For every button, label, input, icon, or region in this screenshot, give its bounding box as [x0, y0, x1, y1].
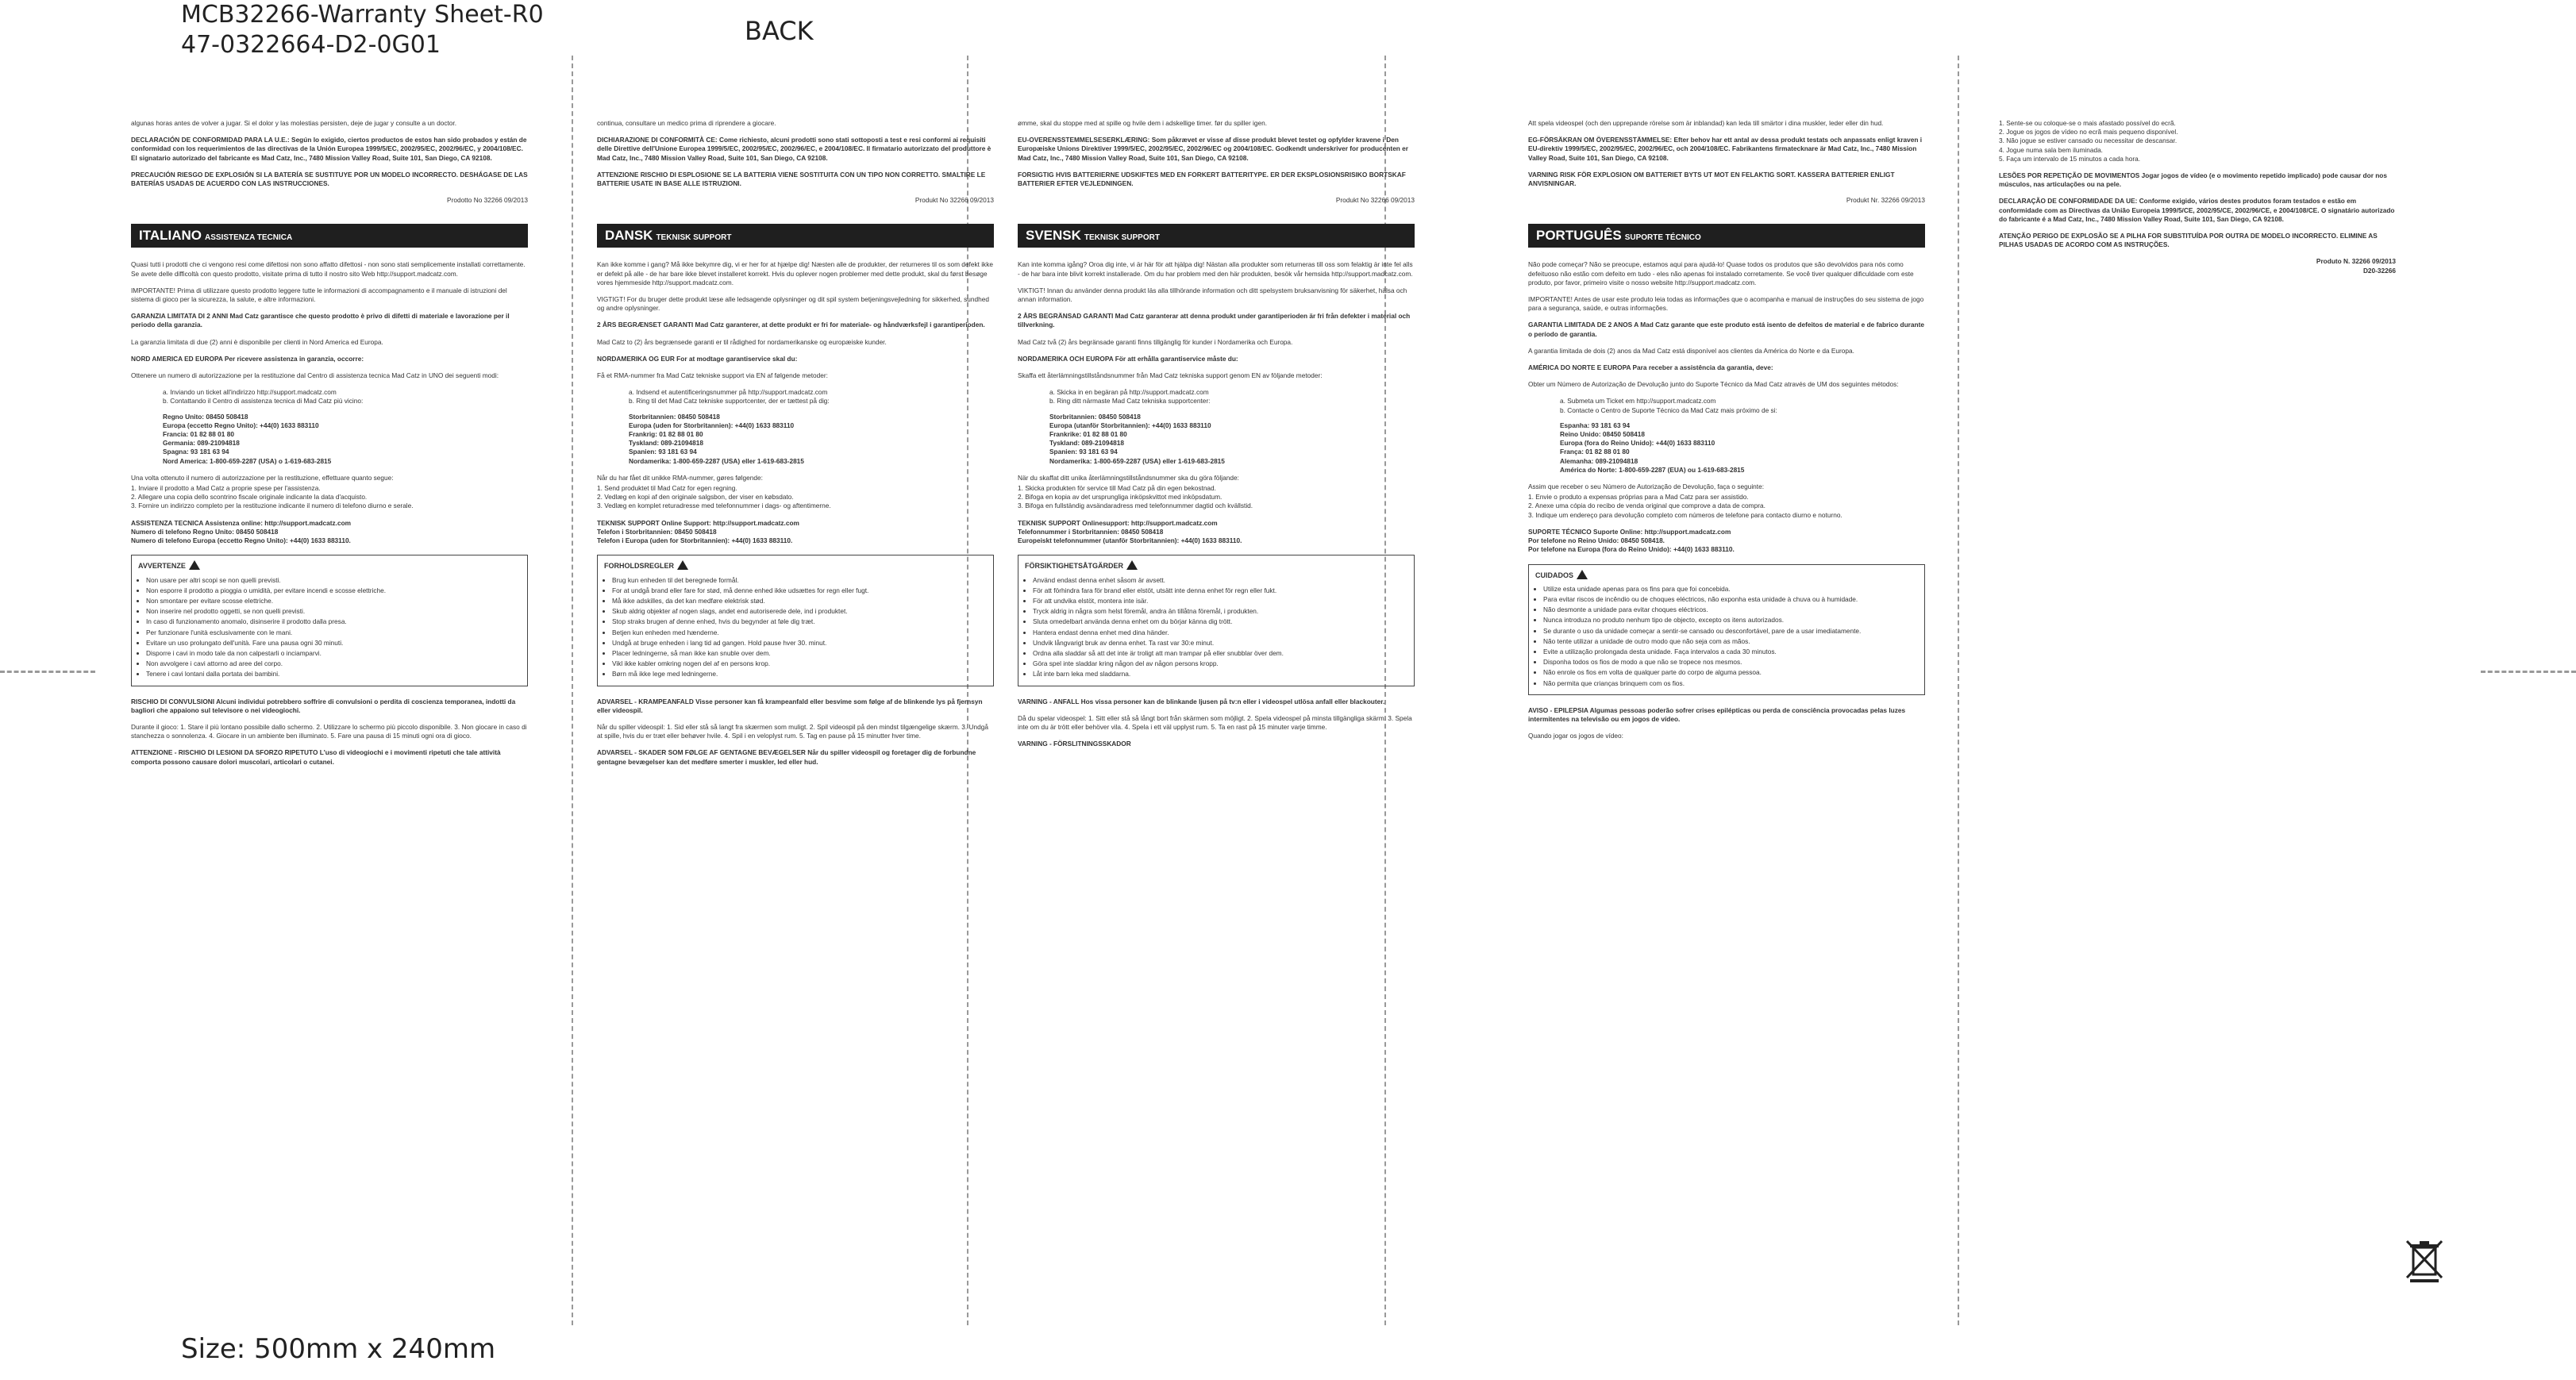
warning-title: FÖRSIKTIGHETSÅTGÄRDER: [1025, 562, 1124, 571]
warning-item: • Non esporre il prodotto a pioggia o umidità, per evitare incendi e scosse elettriche.: [146, 586, 521, 595]
column-portugues-cont: [1999, 119, 2396, 1309]
warning-item: • Não desmonte a unidade para evitar choques eléctricos.: [1543, 605, 1918, 614]
warning-item: • För att undvika elstöt, montera inte isär.: [1033, 597, 1407, 605]
warning-icon: [1577, 570, 1588, 579]
warning-item: • För att förhindra fara för brand eller elstöt, utsätt inte denna enhet för regn eller fukt.: [1033, 586, 1407, 595]
phone-line: Nord America: 1-800-659-2287 (USA) o 1-619-683-2815: [163, 456, 332, 465]
line: 1. Envie o produto a expensas próprias para a Mad Catz para ser assistido.: [1528, 493, 1749, 502]
warning-item: • Betjen kun enheden med hænderne.: [612, 628, 987, 637]
phone-line: Espanha: 93 181 63 94: [1560, 421, 1631, 429]
line: b. Ring til det Mad Catz tekniske supportcenter, der er tættest på dig:: [629, 397, 830, 406]
warning-item: • In caso di funzionamento anomalo, disinserire il prodotto dalla presa.: [146, 617, 521, 626]
paragraph: Obter um Número de Autorização de Devolução junto do Suporte Técnico da Mad Catz através de UM dos seguintes métodos:: [1528, 380, 1899, 389]
phone-line: Francia: 01 82 88 01 80: [163, 430, 234, 439]
part-number: 47-0322664-D2-0G01: [181, 31, 441, 59]
line: 1. Sente-se ou coloque-se o mais afastado possível do ecrã.: [1999, 119, 2176, 127]
warning-item: • Não tente utilizar a unidade de outro modo que não seja com as mãos.: [1543, 637, 1918, 646]
warning-title: FORHOLDSREGLER: [604, 562, 675, 571]
band-subtitle: SUPORTE TÉCNICO: [1624, 233, 1701, 243]
phone-line: Storbritannien: 08450 508418: [1049, 412, 1141, 421]
paragraph: ømme, skal du stoppe med at spille og hvile dem i adskellige timer. før du spiller igen.: [1018, 119, 1268, 127]
paragraph: Quasi tutti i prodotti che ci vengono resi come difettosi non sono affatto difettosi - non sono stati semplicemente installati correttamente. Se avete delle difficoltà con questo prodotto, visitate prima di tutto il nostro sito Web http://support.madcatz.com.: [131, 260, 526, 278]
band-subtitle: TEKNISK SUPPORT: [1084, 233, 1160, 243]
product-number: Produkt No 32266 09/2013: [1335, 196, 1415, 205]
line: 4. Jogue numa sala bem iluminada.: [1999, 145, 2103, 154]
paragraph: La garanzia limitata di due (2) anni è disponibile per clienti in Nord America ed Europa.: [131, 337, 383, 346]
back-label: BACK: [745, 16, 814, 46]
line: b. Contattando il Centro di assistenza tecnica di Mad Catz più vicino:: [163, 397, 364, 406]
phone-line: Storbritannien: 08450 508418: [629, 412, 720, 421]
paragraph: Quando jogar os jogos de vídeo:: [1528, 732, 1623, 740]
paragraph: Durante il gioco: 1. Stare il più lontano possibile dallo schermo. 2. Utilizzare lo schermo più piccolo disponibile. 3. Non giocare in caso di stanchezza o sonnolenza. 4. Giocare in un ambiente ben illuminato. 5. Fare una pausa di 15 minuti ogni ora di gioco.: [131, 722, 527, 740]
paragraph: Kan inte komma igång? Oroa dig inte, vi är här för att hjälpa dig! Nästan alla produkter som returneras till oss som felaktig är inte fel alls - de har bara inte blivit korrekt installerade. Om du har problem med den här produkten, besök vår hemsida http://support.madcatz.com.: [1018, 260, 1413, 278]
line: 3. Bifoga en fullständig avsändaradress med telefonnummer dagtid och kvällstid.: [1018, 502, 1253, 510]
phone-line: França: 01 82 88 01 80: [1560, 448, 1630, 456]
line: Telefon i Europa (uden for Storbritannien): +44(0) 1633 883110.: [597, 536, 793, 545]
warning-item: • Per funzionare l'unità esclusivamente con le mani.: [146, 628, 521, 637]
warning-box: [131, 555, 528, 686]
section-band: [1528, 224, 1925, 248]
paragraph: 2 ÅRS BEGRÆNSET GARANTI Mad Catz garanterer, at dette produkt er fri for materiale- og håndværksfejl i garantiperioden.: [597, 321, 985, 329]
paragraph: DECLARAÇÃO DE CONFORMIDADE DA UE: Conforme exigido, vários destes produtos foram testados e estão em conformidade com as Directivas da União Europeia 1999/5/CE, 2002/95/CE, 2002/96/CE, e 2004/108/CE. O signatário autorizado do fabricante é a Mad Catz, Inc., 7480 Mission Valley Road, Suite 101, San Diego, CA 92108.: [1999, 197, 2395, 223]
warning-item: • Non inserire nel prodotto oggetti, se non quelli previsti.: [146, 607, 521, 616]
phone-line: Reino Unido: 08450 508418: [1560, 430, 1645, 439]
warning-item: • Placer ledningerne, så man ikke kan snuble over dem.: [612, 649, 987, 658]
paragraph: VARNING - FÖRSLITNINGSSKADOR: [1018, 740, 1131, 748]
paragraph: VARNING - ANFALL Hos vissa personer kan de blinkande ljusen på tv:n eller i videospel utlösa anfall eller blackouter.: [1018, 697, 1385, 705]
phone-line: Europa (eccetto Regno Unito): +44(0) 1633 883110: [163, 421, 319, 429]
line: 2. Bifoga en kopia av det ursprungliga inköpskvittot med inköpsdatum.: [1018, 493, 1223, 502]
paragraph: PRECAUCIÓN RIESGO DE EXPLOSIÓN SI LA BATERÍA SE SUSTITUYE POR UN MODELO INCORRECTO. DESHÁGASE DE LAS BATERÍAS USADAS DE ACUERDO CON LAS INSTRUCCIONES.: [131, 170, 528, 188]
warning-item: • Børn må ikke lege med ledningerne.: [612, 670, 987, 678]
cut-mark: [2481, 671, 2576, 673]
line: Por telefone no Reino Unido: 08450 508418.: [1528, 536, 1665, 545]
warning-item: • Ordna alla sladdar så att det inte är troligt att man trampar på eller snubblar över dem.: [1033, 649, 1407, 658]
warning-item: • Não enrole os fios em volta de qualquer parte do corpo de alguma pessoa.: [1543, 668, 1918, 677]
warning-icon: [189, 560, 200, 570]
top-text: [1018, 119, 1415, 188]
paragraph: Mad Catz två (2) års begränsade garanti finns tillgänglig för kunder i Nordamerika och Europa.: [1018, 337, 1293, 346]
warning-list: [1025, 576, 1407, 679]
line: 2. Vedlæg en kopi af den originale salgsbon, der viser en købsdato.: [597, 493, 794, 502]
paragraph: Få et RMA-nummer fra Mad Catz tekniske support via EN af følgende metoder:: [597, 371, 828, 380]
line: a. Inviando un ticket all'indirizzo http://support.madcatz.com: [163, 388, 337, 397]
phone-line: Frankrig: 01 82 88 01 80: [629, 430, 703, 439]
warning-item: • Nunca introduza no produto nenhum tipo de objecto, excepto os itens autorizados.: [1543, 616, 1918, 625]
warning-item: • Stop straks brugen af denne enhed, hvis du begynder at føle dig træt.: [612, 617, 987, 626]
top-text: [1528, 119, 1925, 188]
paragraph: GARANTIA LIMITADA DE 2 ANOS A Mad Catz garante que este produto está isento de defeitos de material e de fabrico durante o período de garantia.: [1528, 321, 1924, 338]
paragraph: Ottenere un numero di autorizzazione per la restituzione dal Centro di assistenza tecnica Mad Catz in UNO dei seguenti modi:: [131, 371, 499, 380]
paragraph: Assim que receber o seu Número de Autorização de Devolução, faça o seguinte:: [1528, 482, 1765, 491]
size-label: Size: 500mm x 240mm: [181, 1333, 496, 1365]
line: a. Skicka in en begäran på http://support.madcatz.com: [1049, 388, 1209, 397]
paragraph: A garantia limitada de dois (2) anos da Mad Catz está disponível aos clientes da América do Norte e da Europa.: [1528, 346, 1854, 355]
warning-item: • Se durante o uso da unidade começar a sentir-se cansado ou desconfortável, pare de a usar imediatamente.: [1543, 627, 1918, 636]
line: Numero di telefono Regno Unito: 08450 508418: [131, 527, 279, 536]
warning-list: [1535, 585, 1918, 688]
phone-line: Nordamerika: 1-800-659-2287 (USA) eller 1-619-683-2815: [1049, 456, 1225, 465]
line: b. Ring ditt närmaste Mad Catz tekniska supportcenter:: [1049, 397, 1211, 406]
paragraph: ADVARSEL - KRAMPEANFALD Visse personer kan få krampeanfald eller besvime som følge af de blinkende lys på fjernsyn eller videospil.: [597, 697, 983, 714]
line: 3. Indique um endereço para devolução completo com números de telefone para contacto diurno e noturno.: [1528, 510, 1842, 519]
warning-item: • Tenere i cavi lontani dalla portata dei bambini.: [146, 670, 521, 678]
warning-item: • Låt inte barn leka med sladdarna.: [1033, 670, 1407, 678]
warning-item: • Göra spel inte sladdar kring någon del av någon persons kropp.: [1033, 659, 1407, 668]
line: 2. Allegare una copia dello scontrino fiscale originale indicante la data d'acquisto.: [131, 493, 368, 502]
warning-item: • Undvik långvarigt bruk av denna enhet. Ta rast var 30:e minut.: [1033, 639, 1407, 648]
line: Telefon i Storbritannien: 08450 508418: [597, 527, 717, 536]
phone-line: Europa (utanför Storbritannien): +44(0) 1633 883110: [1049, 421, 1211, 429]
warning-item: • Sluta omedelbart använda denna enhet om du börjar känna dig trött.: [1033, 617, 1407, 626]
column-italiano: [131, 119, 528, 1309]
line: Telefonnummer i Storbritannien: 08450 508418: [1018, 527, 1164, 536]
line: a. Indsend et autentificeringsnummer på http://support.madcatz.com: [629, 388, 828, 397]
line: a. Submeta um Ticket em http://support.madcatz.com: [1560, 397, 1716, 406]
paragraph: NORD AMERICA ED EUROPA Per ricevere assistenza in garanzia, occorre:: [131, 354, 364, 363]
warning-item: • Skub aldrig objekter af nogen slags, andet end autoriserede dele, ind i produktet.: [612, 607, 987, 616]
warning-item: • Använd endast denna enhet såsom är avsett.: [1033, 576, 1407, 585]
warning-item: • Tryck aldrig in några som helst föremål, andra än tillåtna föremål, i produkten.: [1033, 607, 1407, 616]
band-title: ITALIANO: [139, 228, 202, 244]
warning-icon: [1126, 560, 1138, 570]
paragraph: IMPORTANTE! Prima di utilizzare questo prodotto leggere tutte le informazioni di accompagnamento e il manuale di istruzioni del sistema di gioco per la sicurezza, la salute, e altre informazioni.: [131, 286, 507, 304]
section-band: [131, 224, 528, 248]
warning-box: [597, 555, 994, 686]
line: Europeiskt telefonnummer (utanför Storbritannien): +44(0) 1633 883110.: [1018, 536, 1242, 545]
top-text: [131, 119, 528, 188]
phone-line: Tyskland: 089-21094818: [1049, 439, 1124, 448]
warning-item: • Må ikke adskilles, da det kan medføre elektrisk stød.: [612, 597, 987, 605]
line: 1. Skicka produkten för service till Mad Catz på din egen bekostnad.: [1018, 484, 1216, 493]
paragraph: algunas horas antes de volver a jugar. Si el dolor y las molestias persisten, deje de jugar y consulte a un doctor.: [131, 119, 457, 127]
phone-line: Europa (fora do Reino Unido): +44(0) 1633 883110: [1560, 439, 1715, 448]
paragraph: VIKTIGT! Innan du använder denna produkt läs alla tillhörande information och ditt spelsystem bruksanvisning för säkerhet, hälsa och annan information.: [1018, 286, 1407, 304]
phone-line: Tyskland: 089-21094818: [629, 439, 703, 448]
phone-line: Spanien: 93 181 63 94: [1049, 448, 1118, 456]
line: Numero di telefono Europa (eccetto Regno Unito): +44(0) 1633 883110.: [131, 536, 351, 545]
cut-mark: [0, 671, 95, 673]
sheet-header: [181, 0, 544, 60]
paragraph: NORDAMERIKA OCH EUROPA För att erhålla garantiservice måste du:: [1018, 354, 1238, 363]
paragraph: FORSIGTIG HVIS BATTERIERNE UDSKIFTES MED EN FORKERT BATTERITYPE. ER DER EKSPLOSIONSRISIKO BORTSKAF BATTERIER EFTER VEJLEDNINGEN.: [1018, 170, 1406, 188]
line: 3. Não jogue se estiver cansado ou necessitar de descansar.: [1999, 136, 2177, 145]
line: TEKNISK SUPPORT Onlinesupport: http://support.madcatz.com: [1018, 518, 1218, 527]
paragraph: EU-OVERENSSTEMMELSESERKLÆRING: Som påkrævet er visse af disse produkt blevet testet og opfylder kravene i Den Europæiske Unions Direktiver 1999/5/EC, 2002/95/EC, 2002/96/EC og 2004/108/EC. Godkendt underskriver for producenten er Mad Catz, Inc., 7480 Mission Valley Road, Suite 101, San Diego, CA 92108.: [1018, 136, 1409, 162]
paragraph: VARNING RISK FÖR EXPLOSION OM BATTERIET BYTS UT MOT EN FELAKTIG SORT. KASSERA BATTERIER ENLIGT ANVISNINGAR.: [1528, 170, 1895, 188]
phone-line: Germania: 089-21094818: [163, 439, 240, 448]
band-title: SVENSK: [1026, 228, 1081, 244]
paragraph: ADVARSEL - SKADER SOM FØLGE AF GENTAGNE BEVÆGELSER Når du spiller videospil og foretager dig de forbundne gentagne bevægelser kan det medføre smerter i muskler, led eller hud.: [597, 748, 976, 766]
paragraph: Då du spelar videospel: 1. Sitt eller stå så långt bort från skärmen som möjligt. 2. Spela videospel på minsta tillgängliga skärm. 3. Spela inte om du är trött eller behöver vila. 4. Spela i ett väl upplyst rum. 5. Ta en rast på 15 minuter varje timme.: [1018, 713, 1412, 731]
warning-item: • Non avvolgere i cavi attorno ad aree del corpo.: [146, 659, 521, 668]
column-svensk: [1018, 119, 1415, 1309]
warning-item: • Evitare un uso prolungato dell'unità. Fare una pausa ogni 30 minuti.: [146, 639, 521, 648]
phone-line: Alemanha: 089-21094818: [1560, 456, 1638, 465]
paragraph: ATENÇÃO PERIGO DE EXPLOSÃO SE A PILHA FOR SUBSTITUÍDA POR OUTRA DE MODELO INCORRECTO. ELIMINE AS PILHAS USADAS DE ACORDO COM AS INSTRUÇÕES.: [1999, 232, 2378, 249]
product-number: Produkt No 32266 09/2013: [914, 196, 994, 205]
warning-list: [604, 576, 987, 679]
line: 1. Inviare il prodotto a Mad Catz a proprie spese per l'assistenza.: [131, 484, 321, 493]
paragraph: Att spela videospel (och den upprepande rörelse som är inblandad) kan leda till smärtor i dina muskler, leder eller din hud.: [1528, 119, 1884, 127]
warning-item: • Não permita que crianças brinquem com os fios.: [1543, 679, 1918, 688]
phone-line: Nordamerika: 1-800-659-2287 (USA) eller 1-619-683-2815: [629, 456, 804, 465]
phone-line: Spanien: 93 181 63 94: [629, 448, 697, 456]
phone-line: Regno Unito: 08450 508418: [163, 412, 248, 421]
warning-item: • Hantera endast denna enhet med dina händer.: [1033, 628, 1407, 637]
line: 2. Jogue os jogos de vídeo no ecrã mais pequeno disponível.: [1999, 128, 2178, 136]
paragraph: När du skaffat ditt unika återlämningstillståndsnummer ska du göra följande:: [1018, 473, 1239, 482]
line: b. Contacte o Centro de Suporte Técnico da Mad Catz mais próximo de si:: [1560, 406, 1777, 414]
line: 5. Faça um intervalo de 15 minutos a cada hora.: [1999, 154, 2141, 163]
paragraph: EG-FÖRSÄKRAN OM ÖVERENSSTÄMMELSE: Efter behov har ett antal av dessa produkt testats och anpassats enligt kraven i EU-direktiv 1999/5/EC, 2002/95/EC, 2002/96/EC, och 2004/108/EC. Fabrikantens firmatecknare är Mad Catz, Inc., 7480 Mission Valley Road, Suite 101, San Diego, CA 92108.: [1528, 136, 1923, 162]
line: 3. Vedlæg en komplet returadresse med telefonnummer i dags- og aftentimerne.: [597, 502, 831, 510]
section-band: [597, 224, 994, 248]
line: 2. Anexe uma cópia do recibo de venda original que comprove a data de compra.: [1528, 502, 1765, 510]
band-subtitle: ASSISTENZA TECNICA: [205, 233, 293, 243]
warning-list: [138, 576, 521, 679]
paragraph: IMPORTANTE! Antes de usar este produto leia todas as informações que o acompanha e manual de instruções do seu sistema de jogo para a segurança, saúde, e outras informações.: [1528, 295, 1924, 313]
warning-item: • For at undgå brand eller fare for stød, må denne enhed ikke udsættes for regn eller fugt.: [612, 586, 987, 595]
paragraph: Når du spiller videospil: 1. Sid eller stå så langt fra skærmen som muligt. 2. Spil videospil på den mindst tilgængelige skærm. 3. Undgå at spille, hvis du er træt eller behøver hvile. 4. Spil i en veloplyst rum. 5. Tag en pause på 15 minutter hver time.: [597, 722, 988, 740]
paragraph: ATTENZIONE RISCHIO DI ESPLOSIONE SE LA BATTERIA VIENE SOSTITUITA CON UN TIPO NON CORRETTO. SMALTIRE LE BATTERIE USATE IN BASE ALLE ISTRUZIONI.: [597, 170, 986, 188]
paragraph: Skaffa ett återlämningstillståndsnummer från Mad Catz tekniska support genom EN av följande metoder:: [1018, 371, 1323, 380]
paragraph: NORDAMERIKA OG EUR For at modtage garantiservice skal du:: [597, 354, 798, 363]
band-subtitle: TEKNISK SUPPORT: [656, 233, 732, 243]
warning-box: [1528, 564, 1925, 695]
line: SUPORTE TÉCNICO Suporte Online: http://support.madcatz.com: [1528, 527, 1731, 536]
section-band: [1018, 224, 1415, 248]
paragraph: Når du har fået dit unikke RMA-nummer, gøres følgende:: [597, 473, 763, 482]
warning-title: CUIDADOS: [1535, 571, 1574, 579]
fold-line: [1958, 56, 1959, 1325]
warning-item: • Brug kun enheden til det beregnede formål.: [612, 576, 987, 585]
band-title: DANSK: [605, 228, 653, 244]
warning-box: [1018, 555, 1415, 686]
warning-item: • Undgå at bruge enheden i lang tid ad gangen. Hold pause hver 30. minut.: [612, 639, 987, 648]
phone-line: Europa (uden for Storbritannien): +44(0) 1633 883110: [629, 421, 795, 429]
warning-item: • Non smontare per evitare scosse elettriche.: [146, 597, 521, 605]
warning-item: • Non usare per altri scopi se non quelli previsti.: [146, 576, 521, 585]
fold-line: [572, 56, 573, 1325]
warning-item: • Disponha todos os fios de modo a que não se tropece nos mesmos.: [1543, 658, 1918, 667]
paragraph: GARANZIA LIMITATA DI 2 ANNI Mad Catz garantisce che questo prodotto è privo di difetti di materiale e lavorazione per il periodo della garanzia.: [131, 312, 510, 329]
paragraph: 2 ÅRS BEGRÄNSAD GARANTI Mad Catz garanterar att denna produkt under garantiperioden är fri från defekter i material och tillverkning.: [1018, 312, 1411, 329]
band-title: PORTUGUÊS: [1536, 228, 1622, 244]
sheet-code: MCB32266-Warranty Sheet-R0: [181, 1, 544, 29]
paragraph: ATTENZIONE - RISCHIO DI LESIONI DA SFORZO RIPETUTO L'uso di videogiochi e i movimenti ripetuti che tale attività comporta possono causare dolori muscolari, articolari o cutanei.: [131, 748, 501, 766]
column-dansk: [597, 119, 994, 1309]
paragraph: AMÉRICA DO NORTE E EUROPA Para receber a assistência da garantia, deve:: [1528, 363, 1773, 372]
phone-line: América do Norte: 1-800-659-2287 (EUA) ou 1-619-683-2815: [1560, 465, 1745, 474]
phone-line: Frankrike: 01 82 88 01 80: [1049, 430, 1127, 439]
paragraph: Kan ikke komme i gang? Må ikke bekymre dig, vi er her for at hjælpe dig! Næsten alle de produkter, der returneres til os som defekt ikke er defekt på alle - de har bare ikke blevet installeret korrekt. Hvis du oplever nogen problemer med dette produkt, skal du først besøge vores hjemmeside http://support.madcatz.com.: [597, 260, 993, 286]
column-portugues: [1528, 119, 1925, 1309]
line: Por telefone na Europa (fora do Reino Unido): +44(0) 1633 883110.: [1528, 545, 1735, 554]
warning-icon: [677, 560, 688, 570]
line: 1. Send produktet til Mad Catz for egen regning.: [597, 484, 737, 493]
warning-item: • Evite a utilização prolongada desta unidade. Faça intervalos a cada 30 minutos.: [1543, 648, 1918, 656]
paragraph: RISCHIO DI CONVULSIONI Alcuni individui potrebbero soffrire di convulsioni o perdita di coscienza temporanea, indotti da bagliori che appaiono sul televisore o nei videogiochi.: [131, 697, 516, 714]
paragraph: continua, consultare un medico prima di riprendere a giocare.: [597, 119, 776, 127]
paragraph: DICHIARAZIONE DI CONFORMITÀ CE: Come richiesto, alcuni prodotti sono stati sottoposti a test e resi conformi ai requisiti delle Direttive dell'Unione Europea 1999/5/EC, 2002/95/EC, 2002/96/EC, e 2004/108/EC. Il firmatario autorizzato del produttore è Mad Catz, Inc., 7480 Mission Valley Road, Suite 101, San Diego, CA 92108.: [597, 136, 992, 162]
paragraph: VIGTIGT! For du bruger dette produkt læse alle ledsagende oplysninger og dit spil system betjeningsvejledning for sikkerhed, sundhed og andre oplysninger.: [597, 295, 989, 313]
warning-item: • Vikl ikke kabler omkring nogen del af en persons krop.: [612, 659, 987, 668]
top-text: [597, 119, 994, 188]
paragraph: Mad Catz to (2) års begrænsede garanti er til rådighed for nordamerikanske og europæiske kunder.: [597, 337, 887, 346]
paragraph: Una volta ottenuto il numero di autorizzazione per la restituzione, effettuare quanto segue:: [131, 473, 394, 482]
line: TEKNISK SUPPORT Online Support: http://support.madcatz.com: [597, 518, 799, 527]
line: ASSISTENZA TECNICA Assistenza online: http://support.madcatz.com: [131, 518, 352, 527]
warning-item: • Utilize esta unidade apenas para os fins para que foi concebida.: [1543, 585, 1918, 594]
line: 3. Fornire un indirizzo completo per la restituzione indicante il numero di telefono diurno e serale.: [131, 502, 414, 510]
warning-title: AVVERTENZE: [138, 562, 186, 571]
paragraph: AVISO - EPILEPSIA Algumas pessoas poderão sofrer crises epilépticas ou perda de consciência provocadas pelas luzes intermitentes na televisão ou em jogos de vídeo.: [1528, 705, 1906, 723]
paragraph: Não pode começar? Não se preocupe, estamos aqui para ajudá-lo! Quase todos os produtos que são devolvidos para nós como defeituoso não estão com defeito em tudo - eles não apenas foi instalado corretamente. Se você tiver qualquer dificuldade com este produto, por favor, primeiro visite o nosso website http://support.madcatz.com.: [1528, 260, 1914, 286]
weee-bin-icon: [2405, 1240, 2445, 1284]
warning-item: • Disporre i cavi in modo tale da non calpestarli o inciamparvi.: [146, 649, 521, 658]
product-number-text: Produto N. 32266 09/2013: [2316, 257, 2396, 266]
product-code: D20-32266: [2362, 266, 2396, 275]
warning-item: • Para evitar riscos de incêndio ou de choques eléctricos, não exponha esta unidade à chuva ou à humidade.: [1543, 595, 1918, 604]
phone-line: Spagna: 93 181 63 94: [163, 448, 229, 456]
product-number: Produkt Nr. 32266 09/2013: [1846, 196, 1925, 205]
paragraph: LESÕES POR REPETIÇÃO DE MOVIMENTOS Jogar jogos de vídeo (e o movimento repetido implicado) pode causar dor nos músculos, nas articulações ou na pele.: [1999, 171, 2387, 189]
paragraph: DECLARACIÓN DE CONFORMIDAD PARA LA U.E.: Según lo exigido, ciertos productos de estos han sido probados y están de conformidad con los requerimientos de las directivas de la Unión Europea 1999/5/EC, 2002/95/EC, 2002/96/EC, y 2004/108/EC. El signatario autorizado del fabricante es Mad Catz, Inc., 7480 Mission Valley Road, Suite 101, San Diego, CA 92108.: [131, 136, 527, 162]
product-number: Prodotto No 32266 09/2013: [447, 196, 528, 205]
product-number: [1999, 257, 2396, 275]
